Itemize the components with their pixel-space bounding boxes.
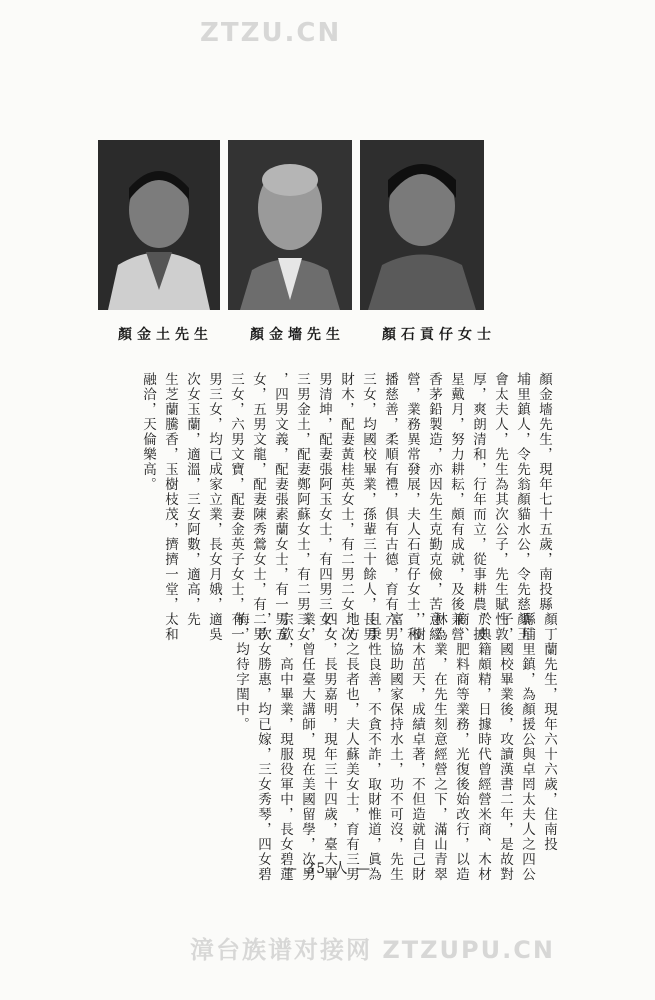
- portrait-photo-2: [228, 140, 352, 310]
- watermark-bottom: 漳台族谱对接网 ZTZUPU.CN: [190, 936, 555, 964]
- caption-photo-3: 顏石貢仔女士: [382, 327, 496, 343]
- page-number: — 35 人 —: [282, 861, 373, 877]
- caption-photo-2: 顏金墻先生: [250, 327, 345, 343]
- watermark-top: ZTZU.CN: [200, 18, 342, 48]
- article-yan-jinqiang: 顏金墻先生，現年七十五歲，南投縣 埔里鎮人，令先翁顏貓水公，令先慈顏王 會太夫人，先生為其次公子，先生賦性敦 厚，爽朗清和，行年而立，從事耕農，披 星戴月，努力耕耘，頗有成就，及後兼營 香茅鉛製造，亦因先生克勤克儉，苦意經 營，業務異常發展，夫人石貢仔女士，和 播慈善，柔順有禮，俱有古德，育有六男 三女，均國校畢業，孫輩三十餘人，長男 財木，配妻黃桂英女士，有二男二女，次 男清坤，配妻張阿玉女士，有四男三女， 三男金土，配妻鄭阿蘇女士，有二男三女 ，四男文義，配妻張素蘭女士，有一男五 女，五男文龍，配妻陳秀鶯女士，有二男 三女，六男文寶，配妻金英子女士，有一 男三女，均已成家立業，長女月娥，適吳 次女玉蘭，適溫，三女阿數，適高，先 生芝蘭騰香，玉樹枝茂，擠擠一堂，太和 融洽，天倫樂高。: [140, 372, 552, 642]
- portrait-photo-3: [360, 140, 484, 310]
- article-yan-dinglan: 顏丁蘭先生，現年六十六歲，住南投 縣埔里鎮，為顏援公與卓罔太夫人之四公 子，國校畢業後，攻讀漢書二年，是故對 於典籍頗精，日據時代曾經營米商、木材 商、肥料商等業務，光復後始改行，以造 林為業，在先生刻意經營之下，滿山青翠 ，樹木茁天，成績卓著，不但造就自己財 富，協助國家保持水土，功不可沒，先生 且秉性良善，不貪不詐，取財惟道，眞為 地方之長者也，夫人蘇美女士，育有三男 四女，長男嘉明，現年三十四歲，臺大畢 業，曾任臺大講師，現在美國留學，次男 宗欽，高中畢業，現服役軍中，長女碧蓮 ，次女勝惠，均已嫁，三女秀琴，四女碧 梅，均待字閨中。: [233, 612, 557, 882]
- portrait-photo-1: [98, 140, 220, 310]
- caption-photo-1: 顏金土先生: [118, 327, 213, 343]
